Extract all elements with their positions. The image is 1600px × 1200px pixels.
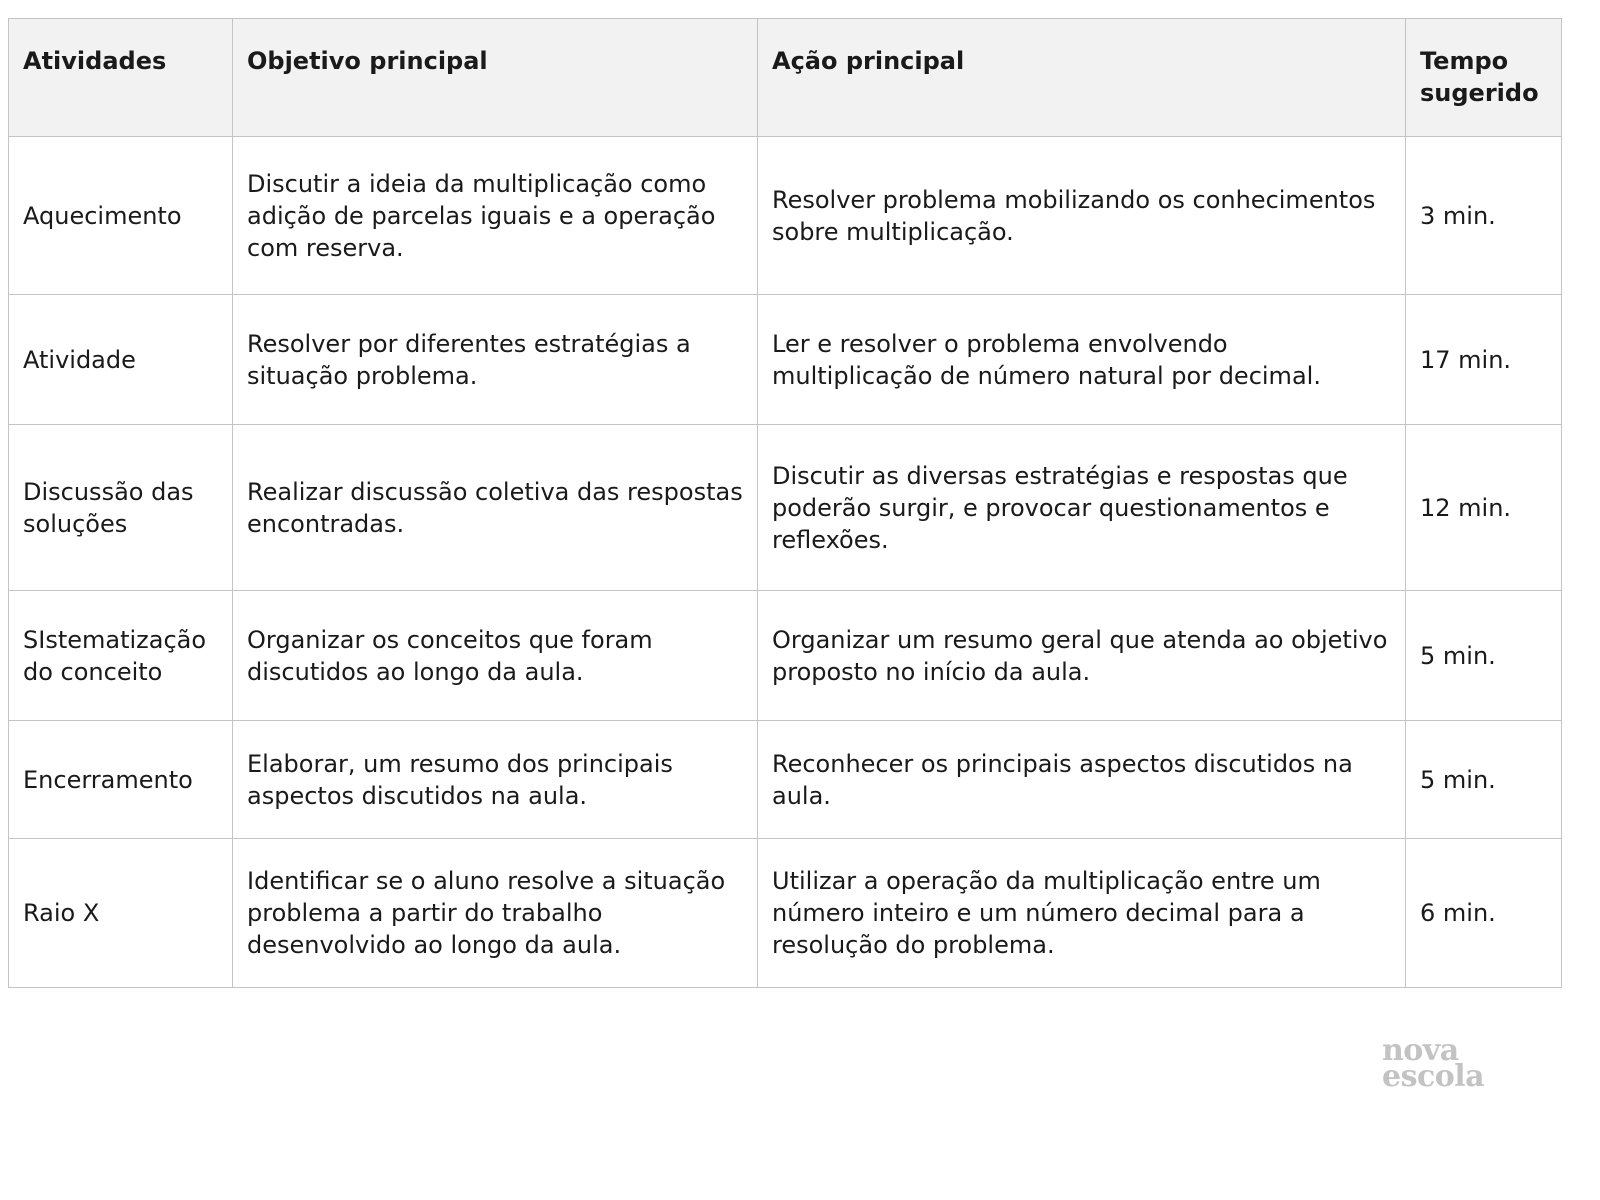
cell-objetivo: Elaborar, um resumo dos principais aspectos discutidos na aula. — [233, 721, 758, 839]
cell-objetivo: Resolver por diferentes estratégias a situação problema. — [233, 295, 758, 425]
lesson-plan-table — [8, 18, 1562, 988]
cell-atividade: Encerramento — [9, 721, 233, 839]
cell-acao: Reconhecer os principais aspectos discutidos na aula. — [758, 721, 1406, 839]
cell-tempo: 6 min. — [1406, 839, 1562, 988]
cell-tempo: 3 min. — [1406, 137, 1562, 295]
cell-atividade: SIstematização do conceito — [9, 591, 233, 721]
cell-acao: Utilizar a operação da multiplicação entre um número inteiro e um número decimal para a resolução do problema. — [758, 839, 1406, 988]
nova-escola-logo — [1382, 1033, 1500, 1094]
cell-tempo: 5 min. — [1406, 721, 1562, 839]
header-acao-principal: Ação principal — [758, 19, 1406, 137]
cell-atividade: Aquecimento — [9, 137, 233, 295]
table-row — [9, 721, 1562, 839]
cell-tempo: 17 min. — [1406, 295, 1562, 425]
header-objetivo-principal: Objetivo principal — [233, 19, 758, 137]
cell-objetivo: Organizar os conceitos que foram discutidos ao longo da aula. — [233, 591, 758, 721]
table-row — [9, 839, 1562, 988]
cell-objetivo: Realizar discussão coletiva das respostas encontradas. — [233, 425, 758, 591]
cell-atividade: Discussão das soluções — [9, 425, 233, 591]
cell-objetivo: Identificar se o aluno resolve a situação problema a partir do trabalho desenvolvido ao longo da aula. — [233, 839, 758, 988]
table-header-row — [9, 19, 1562, 137]
cell-objetivo: Discutir a ideia da multiplicação como adição de parcelas iguais e a operação com reserva. — [233, 137, 758, 295]
table-row — [9, 591, 1562, 721]
cell-tempo: 12 min. — [1406, 425, 1562, 591]
header-tempo-sugerido: Tempo sugerido — [1406, 19, 1562, 137]
cell-acao: Ler e resolver o problema envolvendo multiplicação de número natural por decimal. — [758, 295, 1406, 425]
table-row — [9, 425, 1562, 591]
cell-atividade: Raio X — [9, 839, 233, 988]
header-atividades: Atividades — [9, 19, 233, 137]
table-row — [9, 295, 1562, 425]
logo-line-escola: escola — [1382, 1059, 1485, 1094]
logo-line-nova: nova — [1382, 1033, 1459, 1068]
cell-acao: Organizar um resumo geral que atenda ao objetivo proposto no início da aula. — [758, 591, 1406, 721]
cell-acao: Discutir as diversas estratégias e respostas que poderão surgir, e provocar questionamentos e reflexões. — [758, 425, 1406, 591]
cell-atividade: Atividade — [9, 295, 233, 425]
table-row — [9, 137, 1562, 295]
cell-acao: Resolver problema mobilizando os conhecimentos sobre multiplicação. — [758, 137, 1406, 295]
cell-tempo: 5 min. — [1406, 591, 1562, 721]
